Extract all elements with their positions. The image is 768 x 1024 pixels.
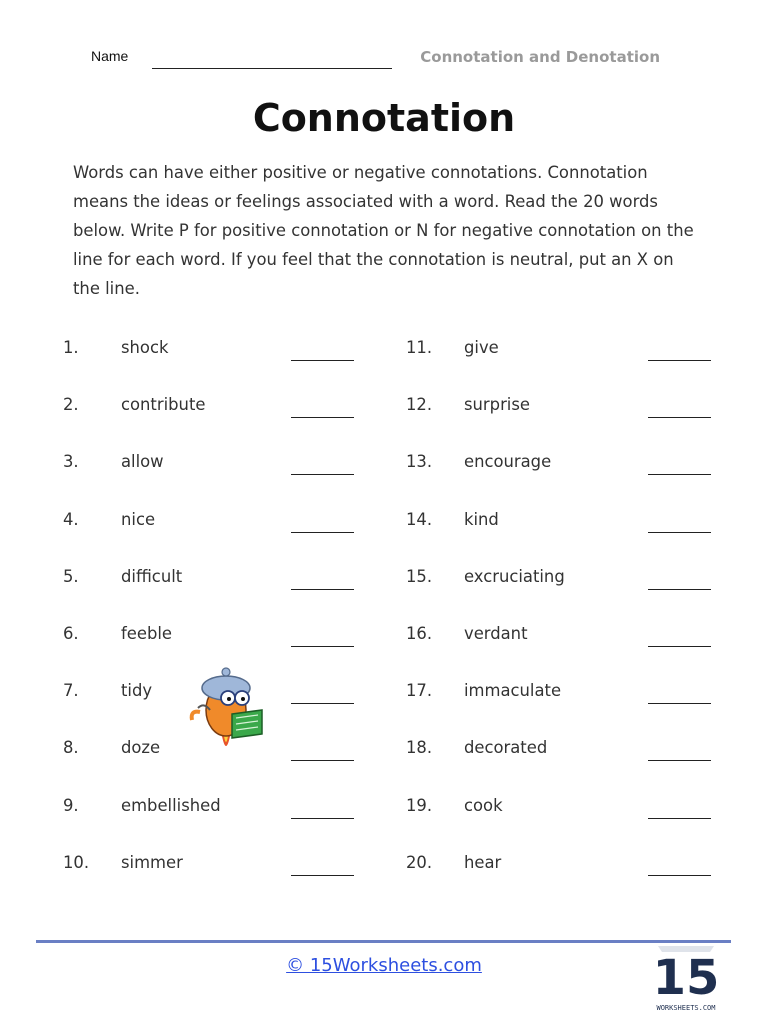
item-word: hear [464,852,502,872]
word-item [63,624,383,654]
item-number: 15. [406,566,433,586]
word-item [406,567,726,597]
item-word: cook [464,795,503,815]
word-item [406,452,726,482]
item-word: nice [121,509,156,529]
item-number: 5. [63,566,79,586]
answer-line[interactable] [648,589,711,590]
word-item [406,738,726,768]
item-word: encourage [464,452,552,472]
item-number: 2. [63,395,79,415]
item-number: 7. [63,681,79,701]
item-word: simmer [121,852,183,872]
word-item [406,395,726,425]
item-number: 16. [406,624,433,643]
answer-line[interactable] [648,646,711,647]
answer-line[interactable] [648,474,711,475]
item-number: 17. [406,681,433,701]
item-word: embellished [121,795,221,815]
item-number: 11. [406,338,433,357]
word-item [63,395,383,425]
item-word: feeble [121,624,172,643]
logo-caption: WORKSHEETS.COM [656,1004,716,1012]
item-word: surprise [464,395,530,415]
answer-line[interactable] [291,532,354,533]
name-label: Name [91,48,129,64]
name-field-line[interactable] [152,68,392,69]
word-item [63,338,383,368]
item-number: 10. [63,852,90,872]
word-item [63,853,383,883]
item-number: 6. [63,624,79,643]
answer-line[interactable] [648,703,711,704]
item-word: shock [121,338,169,357]
item-word: immaculate [464,681,562,701]
word-item [406,338,726,368]
item-number: 18. [406,738,433,758]
answer-line[interactable] [291,875,354,876]
item-number: 4. [63,509,79,529]
word-item [406,796,726,826]
item-number: 3. [63,452,79,472]
item-word: doze [121,738,161,758]
word-item [406,510,726,540]
item-number: 20. [406,852,433,872]
logo-number: 15 [652,950,720,1006]
item-number: 14. [406,509,433,529]
word-item [406,681,726,711]
item-number: 13. [406,452,433,472]
answer-line[interactable] [291,646,354,647]
word-item [63,796,383,826]
answer-line[interactable] [291,703,354,704]
answer-line[interactable] [648,417,711,418]
answer-line[interactable] [291,474,354,475]
item-word: allow [121,452,164,472]
item-number: 8. [63,738,79,758]
item-word: contribute [121,395,206,415]
item-word: give [464,338,499,357]
answer-line[interactable] [291,589,354,590]
answer-line[interactable] [648,360,711,361]
instructions: Words can have either positive or negative connotations. Connotation means the ideas or feelings associated with a word. Read the 20 words below. Write P for positive connotation or N for negative connotation on the line for each word. If you feel that the connotation is neutral, put an X on the line. [73,163,694,298]
word-item [406,853,726,883]
answer-line[interactable] [291,360,354,361]
item-word: difficult [121,566,183,586]
answer-line[interactable] [648,875,711,876]
rocket-reading-book-mascot-icon [188,658,268,758]
item-word: verdant [464,624,528,643]
footer-link[interactable]: © 15Worksheets.com [286,955,482,976]
worksheet-header-title: Connotation and Denotation [420,48,660,66]
answer-line[interactable] [291,818,354,819]
answer-line[interactable] [648,760,711,761]
word-item [63,452,383,482]
item-number: 9. [63,795,79,815]
answer-line[interactable] [648,532,711,533]
item-number: 19. [406,795,433,815]
word-item [406,624,726,654]
item-number: 1. [63,338,79,357]
item-word: excruciating [464,566,565,586]
answer-line[interactable] [291,417,354,418]
word-item [63,510,383,540]
item-word: decorated [464,738,548,758]
15worksheets-logo-icon [650,944,722,1016]
item-number: 12. [406,395,433,415]
word-item [63,567,383,597]
answer-line[interactable] [648,818,711,819]
item-word: tidy [121,681,153,701]
answer-line[interactable] [291,760,354,761]
page-title: Connotation [252,96,516,140]
item-word: kind [464,509,499,529]
footer-rule [36,940,731,943]
